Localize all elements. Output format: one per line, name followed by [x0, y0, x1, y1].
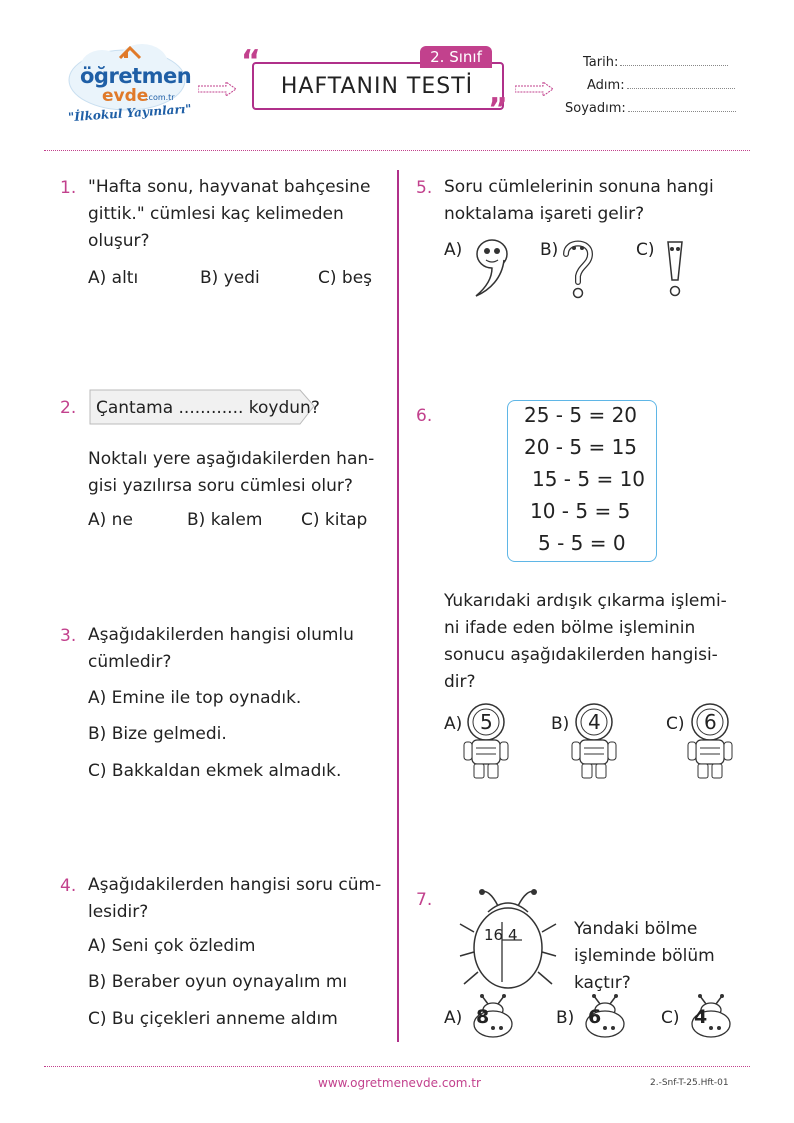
- equation-row: 20 - 5 = 15: [524, 435, 638, 459]
- q4-text: [88, 872, 388, 926]
- q2-line: gisi yazılırsa soru cümlesi olur?: [88, 476, 353, 496]
- q2-option-a[interactable]: A) ne: [88, 510, 133, 530]
- footer-divider: [44, 1066, 750, 1067]
- q6-option-c-value: 6: [704, 710, 717, 734]
- logo-subtitle: "İlkokul Yayınları": [67, 101, 192, 125]
- logo: [62, 38, 192, 128]
- q1-line: "Hafta sonu, hayvanat bahçesine: [88, 177, 371, 197]
- question-mark-icon: [560, 236, 596, 300]
- q6-line: ni ifade eden bölme işleminin: [444, 618, 696, 638]
- q4-number: 4.: [60, 876, 77, 896]
- surname-label: Soyadım:: [565, 101, 626, 116]
- q1-number: 1.: [60, 178, 77, 198]
- q4-option-a[interactable]: A) Seni çok özledim: [88, 936, 256, 956]
- q2-line: Noktalı yere aşağıdakilerden han-: [88, 449, 375, 469]
- header-divider: [44, 150, 750, 151]
- q2-number: 2.: [60, 398, 77, 418]
- q1-line: oluşur?: [88, 231, 150, 251]
- q3-line: cümledir?: [88, 652, 172, 672]
- q7-option-b-value: 6: [588, 1006, 602, 1028]
- q3-number: 3.: [60, 626, 77, 646]
- q7-option-b[interactable]: B): [556, 1008, 575, 1028]
- q5-option-c[interactable]: C): [636, 240, 655, 260]
- q4-option-b[interactable]: B) Beraber oyun oynayalım mı: [88, 972, 348, 992]
- equation-row: 5 - 5 = 0: [538, 531, 626, 555]
- q7-line: Yandaki bölme: [574, 919, 698, 939]
- q2-text: [88, 446, 388, 500]
- equation-row: 10 - 5 = 5: [530, 499, 631, 523]
- q3-line: Aşağıdakilerden hangisi olumlu: [88, 625, 354, 645]
- q6-option-b[interactable]: B): [551, 714, 570, 734]
- name-field[interactable]: [587, 78, 735, 93]
- q5-line: Soru cümlelerinin sonuna hangi: [444, 177, 714, 197]
- q3-text: [88, 622, 388, 676]
- logo-domain: .com.tr: [146, 93, 175, 102]
- page-title: HAFTANIN TESTİ: [280, 74, 474, 99]
- q2-option-c[interactable]: C) kitap: [301, 510, 368, 530]
- q1-option-b[interactable]: B) yedi: [200, 268, 260, 288]
- q6-option-c[interactable]: C): [666, 714, 685, 734]
- q3-option-a[interactable]: A) Emine ile top oynadık.: [88, 688, 302, 708]
- q7-text: [574, 916, 754, 997]
- q5-text: [444, 174, 744, 228]
- column-divider: [397, 170, 399, 1042]
- q4-line: Aşağıdakilerden hangisi soru cüm-: [88, 875, 382, 895]
- q6-line: sonucu aşağıdakilerden hangisi-: [444, 645, 718, 665]
- quote-open-icon: “: [241, 44, 261, 79]
- q7-line: işleminde bölüm: [574, 946, 715, 966]
- arrow-left-icon: [198, 82, 238, 96]
- q2-option-b[interactable]: B) kalem: [187, 510, 263, 530]
- q7-option-a-value: 8: [476, 1006, 490, 1028]
- q7-option-c-value: 4: [694, 1006, 708, 1028]
- q4-line: lesidir?: [88, 902, 149, 922]
- arrow-right-icon: [515, 82, 555, 96]
- surname-field[interactable]: [565, 101, 736, 116]
- q5-option-b[interactable]: B): [540, 240, 559, 260]
- q6-line: Yukarıdaki ardışık çıkarma işlemi-: [444, 591, 727, 611]
- q5-option-a[interactable]: A): [444, 240, 463, 260]
- q3-option-c[interactable]: C) Bakkaldan ekmek almadık.: [88, 761, 342, 781]
- footer-url[interactable]: www.ogretmenevde.com.tr: [318, 1076, 481, 1090]
- q1-line: gittik." cümlesi kaç kelimeden: [88, 204, 344, 224]
- exclamation-mark-icon: [660, 236, 690, 300]
- date-label: Tarih:: [583, 55, 619, 70]
- q1-option-a[interactable]: A) altı: [88, 268, 139, 288]
- q6-line: dir?: [444, 672, 476, 692]
- q1-option-c[interactable]: C) beş: [318, 268, 373, 288]
- dividend: 16: [484, 926, 504, 944]
- quote-close-icon: ”: [488, 92, 508, 127]
- logo-text-evde: evde: [102, 86, 149, 106]
- q7-number: 7.: [416, 890, 433, 910]
- equation-row: 15 - 5 = 10: [532, 467, 646, 491]
- logo-text-ogretmen: öğretmen: [80, 64, 192, 88]
- name-label: Adım:: [587, 78, 625, 93]
- q7-line: kaçtır?: [574, 973, 631, 993]
- q3-option-b[interactable]: B) Bize gelmedi.: [88, 724, 227, 744]
- q6-option-b-value: 4: [588, 710, 601, 734]
- q2-bubble-text: Çantama ............ koydun?: [96, 398, 320, 418]
- q6-number: 6.: [416, 406, 433, 426]
- q7-option-c[interactable]: C): [661, 1008, 680, 1028]
- q5-line: noktalama işareti gelir?: [444, 204, 645, 224]
- q5-number: 5.: [416, 178, 433, 198]
- equation-row: 25 - 5 = 20: [524, 403, 638, 427]
- q6-option-a[interactable]: A): [444, 714, 463, 734]
- q1-text: [88, 174, 388, 255]
- comma-icon: [470, 236, 510, 298]
- divisor: 4: [508, 926, 518, 944]
- q7-option-a[interactable]: A): [444, 1008, 463, 1028]
- q6-text: [444, 588, 754, 696]
- grade-badge: 2. Sınıf: [420, 46, 492, 68]
- q4-option-c[interactable]: C) Bu çiçekleri anneme aldım: [88, 1009, 338, 1029]
- date-field[interactable]: [583, 55, 728, 70]
- q6-option-a-value: 5: [480, 710, 493, 734]
- footer-code: 2.-Snf-T-25.Hft-01: [650, 1078, 729, 1088]
